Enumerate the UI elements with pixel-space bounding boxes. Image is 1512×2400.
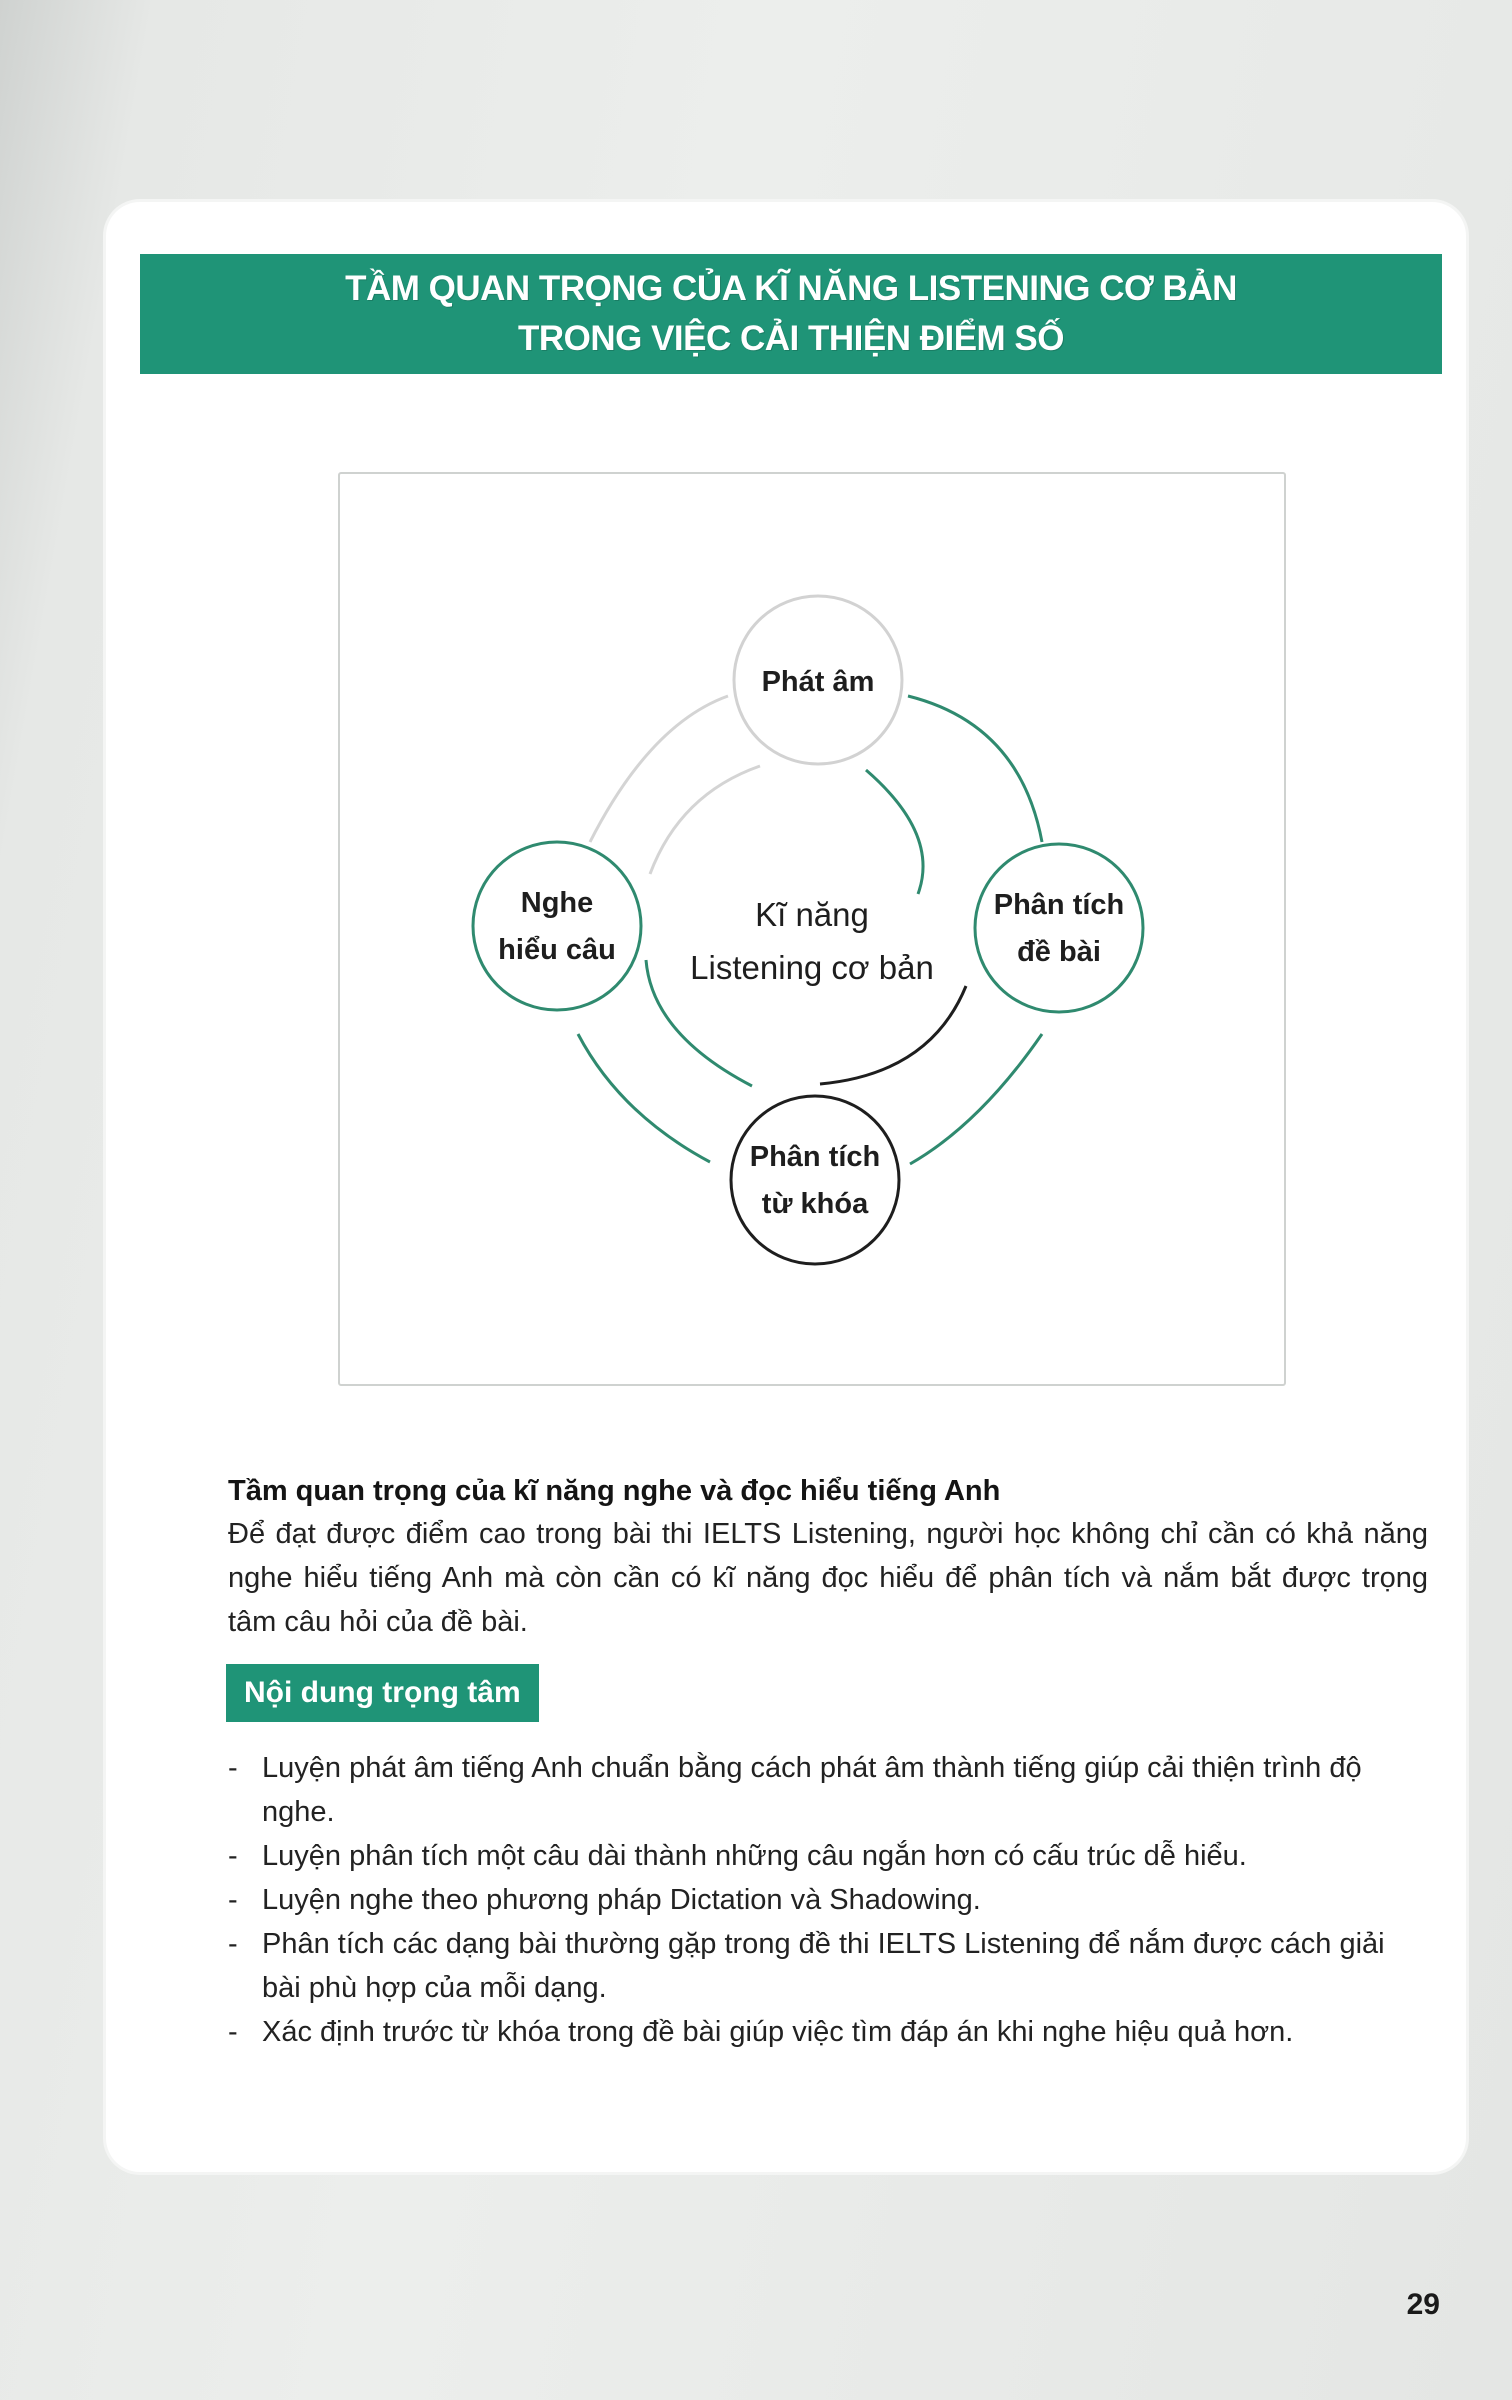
node-left-circle	[473, 842, 641, 1010]
node-left-label-1: Nghe	[520, 887, 594, 919]
arc-bottom-to-left	[578, 1034, 710, 1162]
list-item-text: Xác định trước từ khóa trong đề bài giúp việc tìm đáp án khi nghe hiệu quả hơn.	[262, 2016, 1294, 2048]
list-dash: -	[228, 2016, 238, 2048]
center-label-1: Kĩ năng	[755, 896, 869, 933]
node-right-circle	[975, 844, 1143, 1012]
importance-heading: Tầm quan trọng của kĩ năng nghe và đọc hiểu tiếng Anh	[228, 1475, 1001, 1507]
node-top-label: Phát âm	[761, 666, 875, 698]
node-right-label-2: đề bài	[1017, 936, 1101, 968]
list-item-text: Luyện nghe theo phương pháp Dictation và Shadowing.	[262, 1884, 981, 1916]
list-item-text: Phân tích các dạng bài thường gặp trong đề thi IELTS Listening để nắm được cách giải bài phù hợp của mỗi dạng.	[262, 1928, 1385, 2004]
arc-right-to-bottom	[910, 1034, 1042, 1164]
importance-section	[228, 1470, 1428, 1644]
inner-arc-top-to-right	[866, 770, 923, 894]
focus-list	[228, 1746, 1430, 2054]
center-label-2: Listening cơ bản	[690, 949, 934, 986]
focus-tag: Nội dung trọng tâm	[226, 1664, 539, 1722]
list-dash: -	[228, 1752, 238, 1784]
list-item	[228, 1922, 1430, 2010]
page-number: 29	[1406, 2288, 1440, 2321]
node-bottom-label-1: Phân tích	[749, 1141, 881, 1173]
list-item-text: Luyện phát âm tiếng Anh chuẩn bằng cách phát âm thành tiếng giúp cải thiện trình độ nghe.	[262, 1752, 1362, 1828]
list-item	[228, 1834, 1430, 1878]
list-item	[228, 1746, 1430, 1834]
node-right-label-1: Phân tích	[993, 889, 1125, 921]
list-item-text: Luyện phân tích một câu dài thành những câu ngắn hơn có cấu trúc dễ hiểu.	[262, 1840, 1247, 1872]
list-dash: -	[228, 1840, 238, 1872]
banner-title-line-1: TẦM QUAN TRỌNG CỦA KĨ NĂNG LISTENING CƠ BẢN	[345, 269, 1237, 308]
node-left-label-2: hiểu câu	[498, 934, 616, 966]
skills-diagram-svg	[340, 474, 1284, 1384]
list-item	[228, 2010, 1430, 2054]
node-bottom-label-2: từ khóa	[761, 1188, 869, 1220]
banner-title-line-2: TRONG VIỆC CẢI THIỆN ĐIỂM SỐ	[517, 319, 1065, 358]
list-dash: -	[228, 1884, 238, 1916]
importance-body: Để đạt được điểm cao trong bài thi IELTS Listening, người học không chỉ cần có khả năng nghe hiểu tiếng Anh mà còn cần có kĩ năng đọc hiểu để phân tích và nắm bắt được trọng tâm câu hỏi của đề bài.	[228, 1518, 1428, 1638]
skills-diagram	[338, 472, 1286, 1386]
arc-left-to-top	[590, 696, 728, 842]
list-dash: -	[228, 1928, 238, 1960]
title-banner	[140, 254, 1442, 374]
arc-top-to-right	[908, 696, 1042, 842]
list-item	[228, 1878, 1430, 1922]
inner-arc-right-to-bottom	[820, 986, 966, 1084]
inner-arc-left-to-top	[650, 766, 760, 874]
node-bottom-circle	[731, 1096, 899, 1264]
